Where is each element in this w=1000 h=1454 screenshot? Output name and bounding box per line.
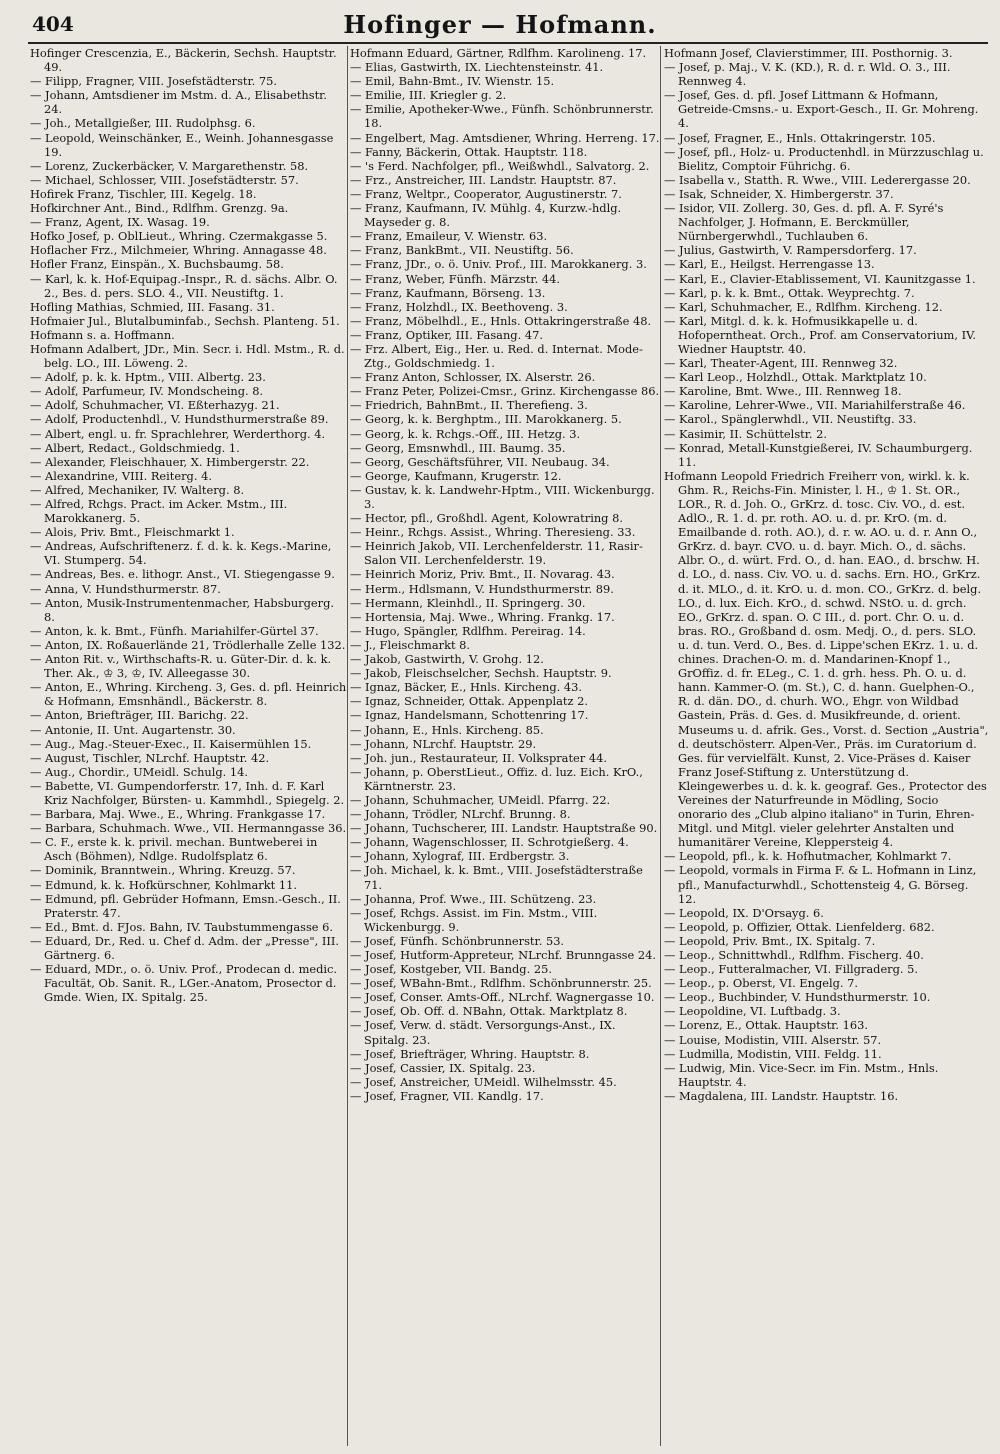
directory-entry: — Franz Peter, Polizei-Cmsr., Grinz. Kirchengasse 86. <box>350 384 660 399</box>
directory-entry: — Josef, Kostgeber, VII. Bandg. 25. <box>350 962 552 977</box>
page-title: Hofinger — Hofmann. <box>343 10 657 39</box>
directory-entry: — Georg, k. k. Rchgs.-Off., III. Hetzg. 3. <box>350 426 581 441</box>
directory-entry: — Franz, Agent, IX. Wasag. 19. <box>30 215 210 230</box>
column-1 <box>30 46 348 1446</box>
directory-entry: — Georg, k. k. Berghptm., III. Marokkanerg. 5. <box>350 412 622 427</box>
directory-entry: — Leop., p. Oberst, VI. Engelg. 7. <box>664 976 859 991</box>
directory-entry: — Karl, k. k. Hof-Equipag.-Inspr., R. d. sächs. Albr. O. 2., Bes. d. pers. SLO. 4., VII. Neustiftg. 1. <box>30 271 338 300</box>
directory-entry: — Franz, Weber, Fünfh. Märzstr. 44. <box>350 271 560 286</box>
directory-entry: — Anna, V. Hundsthurmerstr. 87. <box>30 581 221 596</box>
directory-entry: — Josef, Anstreicher, UMeidl. Wilhelmsstr. 45. <box>350 1074 617 1089</box>
directory-entry: — Franz, Weltpr., Cooperator, Augustinerstr. 7. <box>350 186 622 201</box>
directory-entry: — Josef, Hutform-Appreteur, NLrchf. Brunngasse 24. <box>350 948 656 962</box>
directory-entry: — Johann, NLrchf. Hauptstr. 29. <box>350 736 537 751</box>
directory-entry: — Adolf, Productenhdl., V. Hundsthurmerstraße 89. <box>30 412 329 427</box>
directory-entry: — Georg, Geschäftsführer, VII. Neubaug. 34. <box>350 454 610 469</box>
directory-entry: — Franz, Holzhdl., IX. Beethoveng. 3. <box>350 299 568 314</box>
directory-entry: — Engelbert, Mag. Amtsdiener, Whring. Herreng. 17. <box>350 130 660 145</box>
directory-entry: Hofinger Crescenzia, E., Bäckerin, Sechsh. Hauptstr. 49. <box>30 46 337 75</box>
directory-entry: — Josef, Fünfh. Schönbrunnerstr. 53. <box>350 933 565 948</box>
directory-entry: — Johann, Amtsdiener im Mstm. d. A., Elisabethstr. 24. <box>30 88 327 117</box>
directory-entry: — Johann, p. OberstLieut., Offiz. d. luz. Eich. KrO., Kärntnerstr. 23. <box>350 764 643 793</box>
directory-entry: — Leop., Buchbinder, V. Hundsthurmerstr. 10. <box>664 990 931 1005</box>
directory-entry: — Joh. Michael, k. k. Bmt., VIII. Josefstädterstraße 71. <box>350 863 643 892</box>
directory-entry: — Julius, Gastwirth, V. Rampersdorferg. 17. <box>664 243 917 258</box>
directory-entry: — Josef, Cassier, IX. Spitalg. 23. <box>350 1060 536 1075</box>
directory-entry: — Eduard, MDr., o. ö. Univ. Prof., Prodecan d. medic. Facultät, Ob. Sanit. R., LGer.-Anatom, Prosector d. Gmde. Wien, IX. Spitalg. 25. <box>30 962 338 1005</box>
directory-entry: — Leopoldine, VI. Luftbadg. 3. <box>664 1004 841 1019</box>
directory-entry: — Franz, Kaufmann, IV. Mühlg. 4, Kurzw.-hdlg. Mayseder g. 8. <box>350 201 622 230</box>
directory-entry: — 's Ferd. Nachfolger, pfl., Weißwhdl., Salvatorg. 2. <box>350 158 650 173</box>
directory-entry: — Johann, Xylograf, III. Erdbergstr. 3. <box>350 849 570 864</box>
directory-entry: — Adolf, Schuhmacher, VI. Eßterhazyg. 21. <box>30 398 280 413</box>
directory-entry: — Josef, p. Maj., V. K. (KD.), R. d. r. Wld. O. 3., III. Rennweg 4. <box>664 60 951 89</box>
directory-entry: — Josef, Ob. Off. d. NBahn, Ottak. Marktplatz 8. <box>350 1004 628 1019</box>
directory-entry: — Anton, IX. Roßauerlände 21, Trödlerhalle Zelle 132. <box>30 637 346 652</box>
directory-entry: — Franz, JDr., o. ö. Univ. Prof., III. Marokkanerg. 3. <box>350 257 647 272</box>
directory-entry: — Eduard, Dr., Red. u. Chef d. Adm. der „Presse", III. Gärtnerg. 6. <box>30 933 339 962</box>
directory-entry: — Ludwig, Min. Vice-Secr. im Fin. Mstm., Hnls. Hauptstr. 4. <box>664 1060 939 1089</box>
directory-entry: — Leopold, pfl., k. k. Hofhutmacher, Kohlmarkt 7. <box>664 849 952 864</box>
directory-entry: — Johann, Tuchscherer, III. Landstr. Hauptstraße 90. <box>350 821 658 836</box>
directory-entry: — Leopold, Weinschänker, E., Weinh. Johannesgasse 19. <box>30 130 334 159</box>
directory-entry: — Karoline, Bmt. Wwe., III. Rennweg 18. <box>664 384 902 399</box>
directory-entry: — Andreas, Aufschriftenerz. f. d. k. k. Kegs.-Marine, VI. Stumperg. 54. <box>30 539 332 568</box>
directory-entry: — Karl, Schuhmacher, E., Rdlfhm. Kircheng. 12. <box>664 299 943 314</box>
directory-entry: — Aug., Chordir., UMeidl. Schulg. 14. <box>30 764 249 779</box>
directory-entry: — Leop., Futteralmacher, VI. Fillgraderg. 5. <box>664 962 919 977</box>
directory-entry: Hofmann s. a. Hoffmann. <box>30 327 175 342</box>
directory-entry: — Franz Anton, Schlosser, IX. Alserstr. 26. <box>350 370 596 385</box>
directory-entry: — Franz, Emaileur, V. Wienstr. 63. <box>350 229 548 244</box>
directory-entry: — Karol., Spänglerwhdl., VII. Neustiftg. 33. <box>664 412 917 427</box>
directory-entry: — Franz, Möbelhdl., E., Hnls. Ottakringerstraße 48. <box>350 313 652 328</box>
directory-entry: Hofmann Josef, Clavierstimmer, III. Posthornig. 3. <box>664 46 953 60</box>
directory-entry: — Albert, engl. u. fr. Sprachlehrer, Werderthorg. 4. <box>30 426 326 441</box>
directory-entry: — Isak, Schneider, X. Himbergerstr. 37. <box>664 186 894 201</box>
directory-entry: — Johann, Schuhmacher, UMeidl. Pfarrg. 22. <box>350 792 611 807</box>
directory-entry: — Karl, p. k. k. Bmt., Ottak. Weyprechtg. 7. <box>664 285 915 300</box>
directory-entry: — Albert, Redact., Goldschmiedg. 1. <box>30 440 240 455</box>
directory-entry: — Emilie, III. Kriegler g. 2. <box>350 88 507 103</box>
directory-entry: — Louise, Modistin, VIII. Alserstr. 57. <box>664 1032 882 1047</box>
directory-entry: — Lorenz, Zuckerbäcker, V. Margarethenstr. 58. <box>30 158 309 173</box>
directory-entry: — Alexandrine, VIII. Reiterg. 4. <box>30 468 212 483</box>
directory-entry: Hofkirchner Ant., Bind., Rdlfhm. Grenzg. 9a. <box>30 201 289 216</box>
directory-entry: — Friedrich, BahnBmt., II. Therefieng. 3. <box>350 398 588 413</box>
directory-entry: — Leopold, vormals in Firma F. & L. Hofmann in Linz, pfl., Manufacturwhdl., Schottensteig 4, G. Börseg. 12. <box>664 863 977 906</box>
directory-entry: — Hortensia, Maj. Wwe., Whring. Frankg. 17. <box>350 609 615 624</box>
directory-entry: — Josef, Ges. d. pfl. Josef Littmann & Hofmann, Getreide-Cmsns.- u. Export-Gesch., II. Gr. Mohreng. 4. <box>664 88 979 131</box>
directory-entry: — Karl, E., Heilgst. Herrengasse 13. <box>664 257 875 272</box>
directory-entry: — Frz., Anstreicher, III. Landstr. Hauptstr. 87. <box>350 172 617 187</box>
directory-entry: Hofmaier Jul., Blutalbuminfab., Sechsh. Planteng. 51. <box>30 313 340 328</box>
directory-entry: — Josef, pfl., Holz- u. Productenhdl. in Mürzzuschlag u. Bielitz, Comptoir Führichg. 6. <box>664 144 984 173</box>
column-2 <box>350 46 662 1446</box>
directory-entry: — Karoline, Lehrer-Wwe., VII. Mariahilferstraße 46. <box>664 398 966 413</box>
directory-entry: — Josef, Rchgs. Assist. im Fin. Mstm., VIII. Wickenburgg. 9. <box>350 905 598 934</box>
directory-entry: — Kasimir, II. Schüttelstr. 2. <box>664 426 828 441</box>
directory-entry: — Josef, Conser. Amts-Off., NLrchf. Wagnergasse 10. <box>350 990 655 1005</box>
directory-entry: — Filipp, Fragner, VIII. Josefstädterstr. 75. <box>30 74 278 89</box>
directory-entry: — Barbara, Schuhmach. Wwe., VII. Hermanngasse 36. <box>30 821 347 836</box>
directory-entry: Hofmann Eduard, Gärtner, Rdlfhm. Karolineng. 17. <box>350 46 647 60</box>
directory-entry: — Adolf, p. k. k. Hptm., VIII. Albertg. 23. <box>30 370 266 385</box>
directory-entry: — Jakob, Fleischselcher, Sechsh. Hauptstr. 9. <box>350 666 612 681</box>
directory-entry: — Karl, E., Clavier-Etablissement, VI. Kaunitzgasse 1. <box>664 271 976 286</box>
directory-entry: — Magdalena, III. Landstr. Hauptstr. 16. <box>664 1088 899 1103</box>
directory-entry: — Karl, Theater-Agent, III. Rennweg 32. <box>664 356 898 371</box>
directory-entry: — Anton, Briefträger, III. Barichg. 22. <box>30 708 249 723</box>
directory-entry: — Isidor, VII. Zollerg. 30, Ges. d. pfl. A. F. Syré's Nachfolger, J. Hofmann, E. Berckmüller, Nürnbergerwhdl., Tuchlauben 6. <box>664 201 944 244</box>
directory-entry: — Ludmilla, Modistin, VIII. Feldg. 11. <box>664 1046 882 1061</box>
directory-entry: — August, Tischler, NLrchf. Hauptstr. 42. <box>30 750 270 765</box>
directory-entry: — Karl Leop., Holzhdl., Ottak. Marktplatz 10. <box>664 370 927 385</box>
directory-entry: — Georg, Emsnwhdl., III. Baumg. 35. <box>350 440 566 455</box>
directory-entry: — Dominik, Branntwein., Whring. Kreuzg. 57. <box>30 863 296 878</box>
directory-entry: Hofirek Franz, Tischler, III. Kegelg. 18. <box>30 186 257 201</box>
directory-entry: — Barbara, Maj. Wwe., E., Whring. Frankgasse 17. <box>30 807 326 822</box>
directory-entry: — Josef, Fragner, E., Hnls. Ottakringerstr. 105. <box>664 130 936 145</box>
directory-entry: — Hugo, Spängler, Rdlfhm. Pereirag. 14. <box>350 623 586 638</box>
directory-entry: — Ignaz, Bäcker, E., Hnls. Kircheng. 43. <box>350 680 583 695</box>
directory-entry: — Heinrich Moriz, Priv. Bmt., II. Novarag. 43. <box>350 567 615 582</box>
directory-entry: Hofko Josef, p. OblLieut., Whring. Czermakgasse 5. <box>30 229 328 244</box>
directory-entry: — Frz. Albert, Eig., Her. u. Red. d. Internat. Mode-Ztg., Goldschmiedg. 1. <box>350 341 643 371</box>
directory-entry: — Leopold, Priv. Bmt., IX. Spitalg. 7. <box>664 933 876 948</box>
directory-entry: — Anton Rit. v., Wirthschafts-R. u. Güter-Dir. d. k. k. Ther. Ak., ♔ 3, ♔, IV. Alleegasse 30. <box>30 652 332 681</box>
directory-entry: — Joh., Metallgießer, III. Rudolphsg. 6. <box>30 116 256 131</box>
directory-entry: — Ed., Bmt. d. FJos. Bahn, IV. Taubstummengasse 6. <box>30 919 334 934</box>
directory-entry: — Alfred, Mechaniker, IV. Walterg. 8. <box>30 482 245 497</box>
directory-entry: — Gustav, k. k. Landwehr-Hptm., VIII. Wickenburgg. 3. <box>350 482 655 511</box>
directory-entry: — Lorenz, E., Ottak. Hauptstr. 163. <box>664 1018 868 1033</box>
header-rule <box>28 42 988 44</box>
column-3 <box>664 46 990 1446</box>
directory-entry: — Joh. jun., Restaurateur, II. Volksprater 44. <box>350 750 607 765</box>
directory-entry: — Elias, Gastwirth, IX. Liechtensteinstr. 41. <box>350 60 604 75</box>
directory-entry: — Isabella v., Statth. R. Wwe., VIII. Lederergasse 20. <box>664 172 971 187</box>
directory-entry: — Johann, E., Hnls. Kircheng. 85. <box>350 722 544 737</box>
directory-entry: — Anton, Musik-Instrumentenmacher, Habsburgerg. 8. <box>30 595 335 624</box>
directory-entry: — Anton, k. k. Bmt., Fünfh. Mariahilfer-Gürtel 37. <box>30 623 319 638</box>
directory-entry: — Leop., Schnittwhdl., Rdlfhm. Fischerg. 40. <box>664 948 924 962</box>
directory-entry: — Herm., Hdlsmann, V. Hundsthurmerstr. 89. <box>350 581 614 596</box>
directory-entry: — Anton, E., Whring. Kircheng. 3, Ges. d. pfl. Heinrich & Hofmann, Emsnhändl., Bäckerstr. 8. <box>30 680 347 709</box>
directory-entry: — C. F., erste k. k. privil. mechan. Buntweberei in Asch (Böhmen), Ndlge. Rudolfsplatz 6. <box>30 835 318 864</box>
directory-entry: — Andreas, Bes. e. lithogr. Anst., VI. Stiegengasse 9. <box>30 567 335 582</box>
directory-entry: — Johanna, Prof. Wwe., III. Schützeng. 23. <box>350 891 597 906</box>
directory-entry: — Josef, Fragner, VII. Kandlg. 17. <box>350 1088 544 1103</box>
directory-entry: — Emilie, Apotheker-Wwe., Fünfh. Schönbrunnerstr. 18. <box>350 102 654 131</box>
directory-entry: — Franz, Optiker, III. Fasang. 47. <box>350 327 543 342</box>
directory-entry: — Aug., Mag.-Steuer-Exec., II. Kaisermühlen 15. <box>30 736 312 751</box>
directory-entry: — Ignaz, Handelsmann, Schottenring 17. <box>350 708 589 723</box>
directory-entry: — Hector, pfl., Großhdl. Agent, Kolowratring 8. <box>350 511 623 526</box>
directory-entry: — Babette, VI. Gumpendorferstr. 17, Inh. d. F. Karl Kriz Nachfolger, Bürsten- u. Kammhdl., Spiegelg. 2. <box>30 778 345 807</box>
directory-entry: — Leopold, IX. D'Orsayg. 6. <box>664 905 824 920</box>
directory-entry: — Konrad, Metall-Kunstgießerei, IV. Schaumburgerg. 11. <box>664 440 973 469</box>
directory-entry: Hofler Franz, Einspän., X. Buchsbaumg. 58. <box>30 257 284 272</box>
directory-entry: — Franz, BankBmt., VII. Neustiftg. 56. <box>350 243 574 258</box>
directory-entry: — Edmund, k. k. Hofkürschner, Kohlmarkt 11. <box>30 877 297 892</box>
directory-entry: — Johann, Wagenschlosser, II. Schrotgießerg. 4. <box>350 835 629 850</box>
directory-entry: Hoflacher Frz., Milchmeier, Whring. Annagasse 48. <box>30 243 327 258</box>
directory-entry: — Heinr., Rchgs. Assist., Whring. Theresieng. 33. <box>350 525 636 540</box>
directory-entry: — Hermann, Kleinhdl., II. Springerg. 30. <box>350 595 586 610</box>
directory-entry: — Heinrich Jakob, VII. Lerchenfelderstr. 11, Rasir-Salon VII. Lerchenfelderstr. 19. <box>350 539 643 568</box>
directory-entry: — Adolf, Parfumeur, IV. Mondscheing. 8. <box>30 384 264 399</box>
directory-entry: — J., Fleischmarkt 8. <box>350 637 471 652</box>
page-number: 404 <box>32 12 74 36</box>
directory-entry: — George, Kaufmann, Krugerstr. 12. <box>350 468 562 483</box>
directory-entry: — Karl, Mitgl. d. k. k. Hofmusikkapelle u. d. Hofoperntheat. Orch., Prof. am Conservatorium, IV. Wiedner Hauptstr. 40. <box>664 313 976 356</box>
directory-entry: — Emil, Bahn-Bmt., IV. Wienstr. 15. <box>350 74 555 89</box>
directory-entry: Hofmann Leopold Friedrich Freiherr von, wirkl. k. k. Ghm. R., Reichs-Fin. Minister, l. H., ♔ 1. St. OR., LOR., R. d. Joh. O., GrKrz. d. tosc. Civ. VO., d. est. AdlO., R. 1. d. pr. roth. AO. u. d. pr. KrO. (m. d. Emailbande d. roth. AO.), d. r. w. AO. u. d. r. Ann O., GrKrz. d. bayr. CVO. u. d. bayr. Mich. O., d. sächs. Albr. O., d. würt. Frd. O., d. han. EAO., d. brschw. H. d. LO., d. nass. Civ. VO. u. d. sachs. Ern. HO., GrKrz. d. it. MLO., d. it. KrO. u. d. mon. CO., GrKrz. d. belg. LO., d. lux. Eich. KrO., d. schwd. NStO. u. d. grch. EO., GrKrz. d. span. O. C III., d. port. Chr. O. u. d. bras. RO., Großband d. osm. Medj. O., d. pers. SLO. u. d. tun. Verd. O., Bes. d. Lippe'schen EKrz. 1. u. d. chines. Drachen-O. m. d. Mandarinen-Knopf 1., GrOffiz. d. fr. ELeg., C. 1. d. grh. hess. Ph. O. u. d. hann. Kammer-O. (m. St.), C. d. hann. Guelphen-O., R. d. dän. DO., d. churh. WO., Ehgr. von Wildbad Gastein, Präs. d. Ges. d. Musikfreunde, d. orient. Museums u. d. afrik. Ges., Vorst. d. Section „Austria", d. deutschösterr. Alpen-Ver., Präs. im Curatorium d. Ges. für vervielfält. Kunst, 2. Vice-Präses d. Kaiser Franz Josef-Stiftung z. Unterstützung d. Kleingewerbes u. d. k. k. geograf. Ges., Protector des Vereines der Naturfreunde in Mödling, Socio onorario des „Club alpino italiano" in Turin, Ehren-Mitgl. und Mitgl. vieler gelehrter Anstalten und humanitärer Vereine, Kleppersteig 4. <box>664 468 989 850</box>
directory-entry: — Alfred, Rchgs. Pract. im Acker. Mstm., III. Marokkanerg. 5. <box>30 497 288 526</box>
directory-entry: Hofling Mathias, Schmied, III. Fasang. 31. <box>30 299 275 314</box>
directory-entry: — Michael, Schlosser, VIII. Josefstädterstr. 57. <box>30 172 299 187</box>
directory-entry: — Fanny, Bäckerin, Ottak. Hauptstr. 118. <box>350 144 588 159</box>
directory-entry: Hofmann Adalbert, JDr., Min. Secr. i. Hdl. Mstm., R. d. belg. LO., III. Löweng. 2. <box>30 341 345 371</box>
directory-entry: — Johann, Trödler, NLrchf. Brunng. 8. <box>350 807 571 822</box>
directory-entry: — Leopold, p. Offizier, Ottak. Lienfelderg. 682. <box>664 919 935 934</box>
directory-entry: — Ignaz, Schneider, Ottak. Appenplatz 2. <box>350 694 588 709</box>
page-header <box>0 6 1000 42</box>
directory-entry: — Alexander, Fleischhauer, X. Himbergerstr. 22. <box>30 454 310 469</box>
directory-entry: — Jakob, Gastwirth, V. Grohg. 12. <box>350 652 544 667</box>
directory-entry: — Josef, Briefträger, Whring. Hauptstr. 8. <box>350 1046 590 1061</box>
directory-entry: — Josef, WBahn-Bmt., Rdlfhm. Schönbrunnerstr. 25. <box>350 976 652 991</box>
directory-entry: — Antonie, II. Unt. Augartenstr. 30. <box>30 722 236 737</box>
directory-entry: — Josef, Verw. d. städt. Versorgungs-Anst., IX. Spitalg. 23. <box>350 1018 616 1047</box>
directory-entry: — Edmund, pfl. Gebrüder Hofmann, Emsn.-Gesch., II. Praterstr. 47. <box>30 891 341 920</box>
directory-entry: — Franz, Kaufmann, Börseng. 13. <box>350 285 546 300</box>
directory-entry: — Alois, Priv. Bmt., Fleischmarkt 1. <box>30 525 235 540</box>
